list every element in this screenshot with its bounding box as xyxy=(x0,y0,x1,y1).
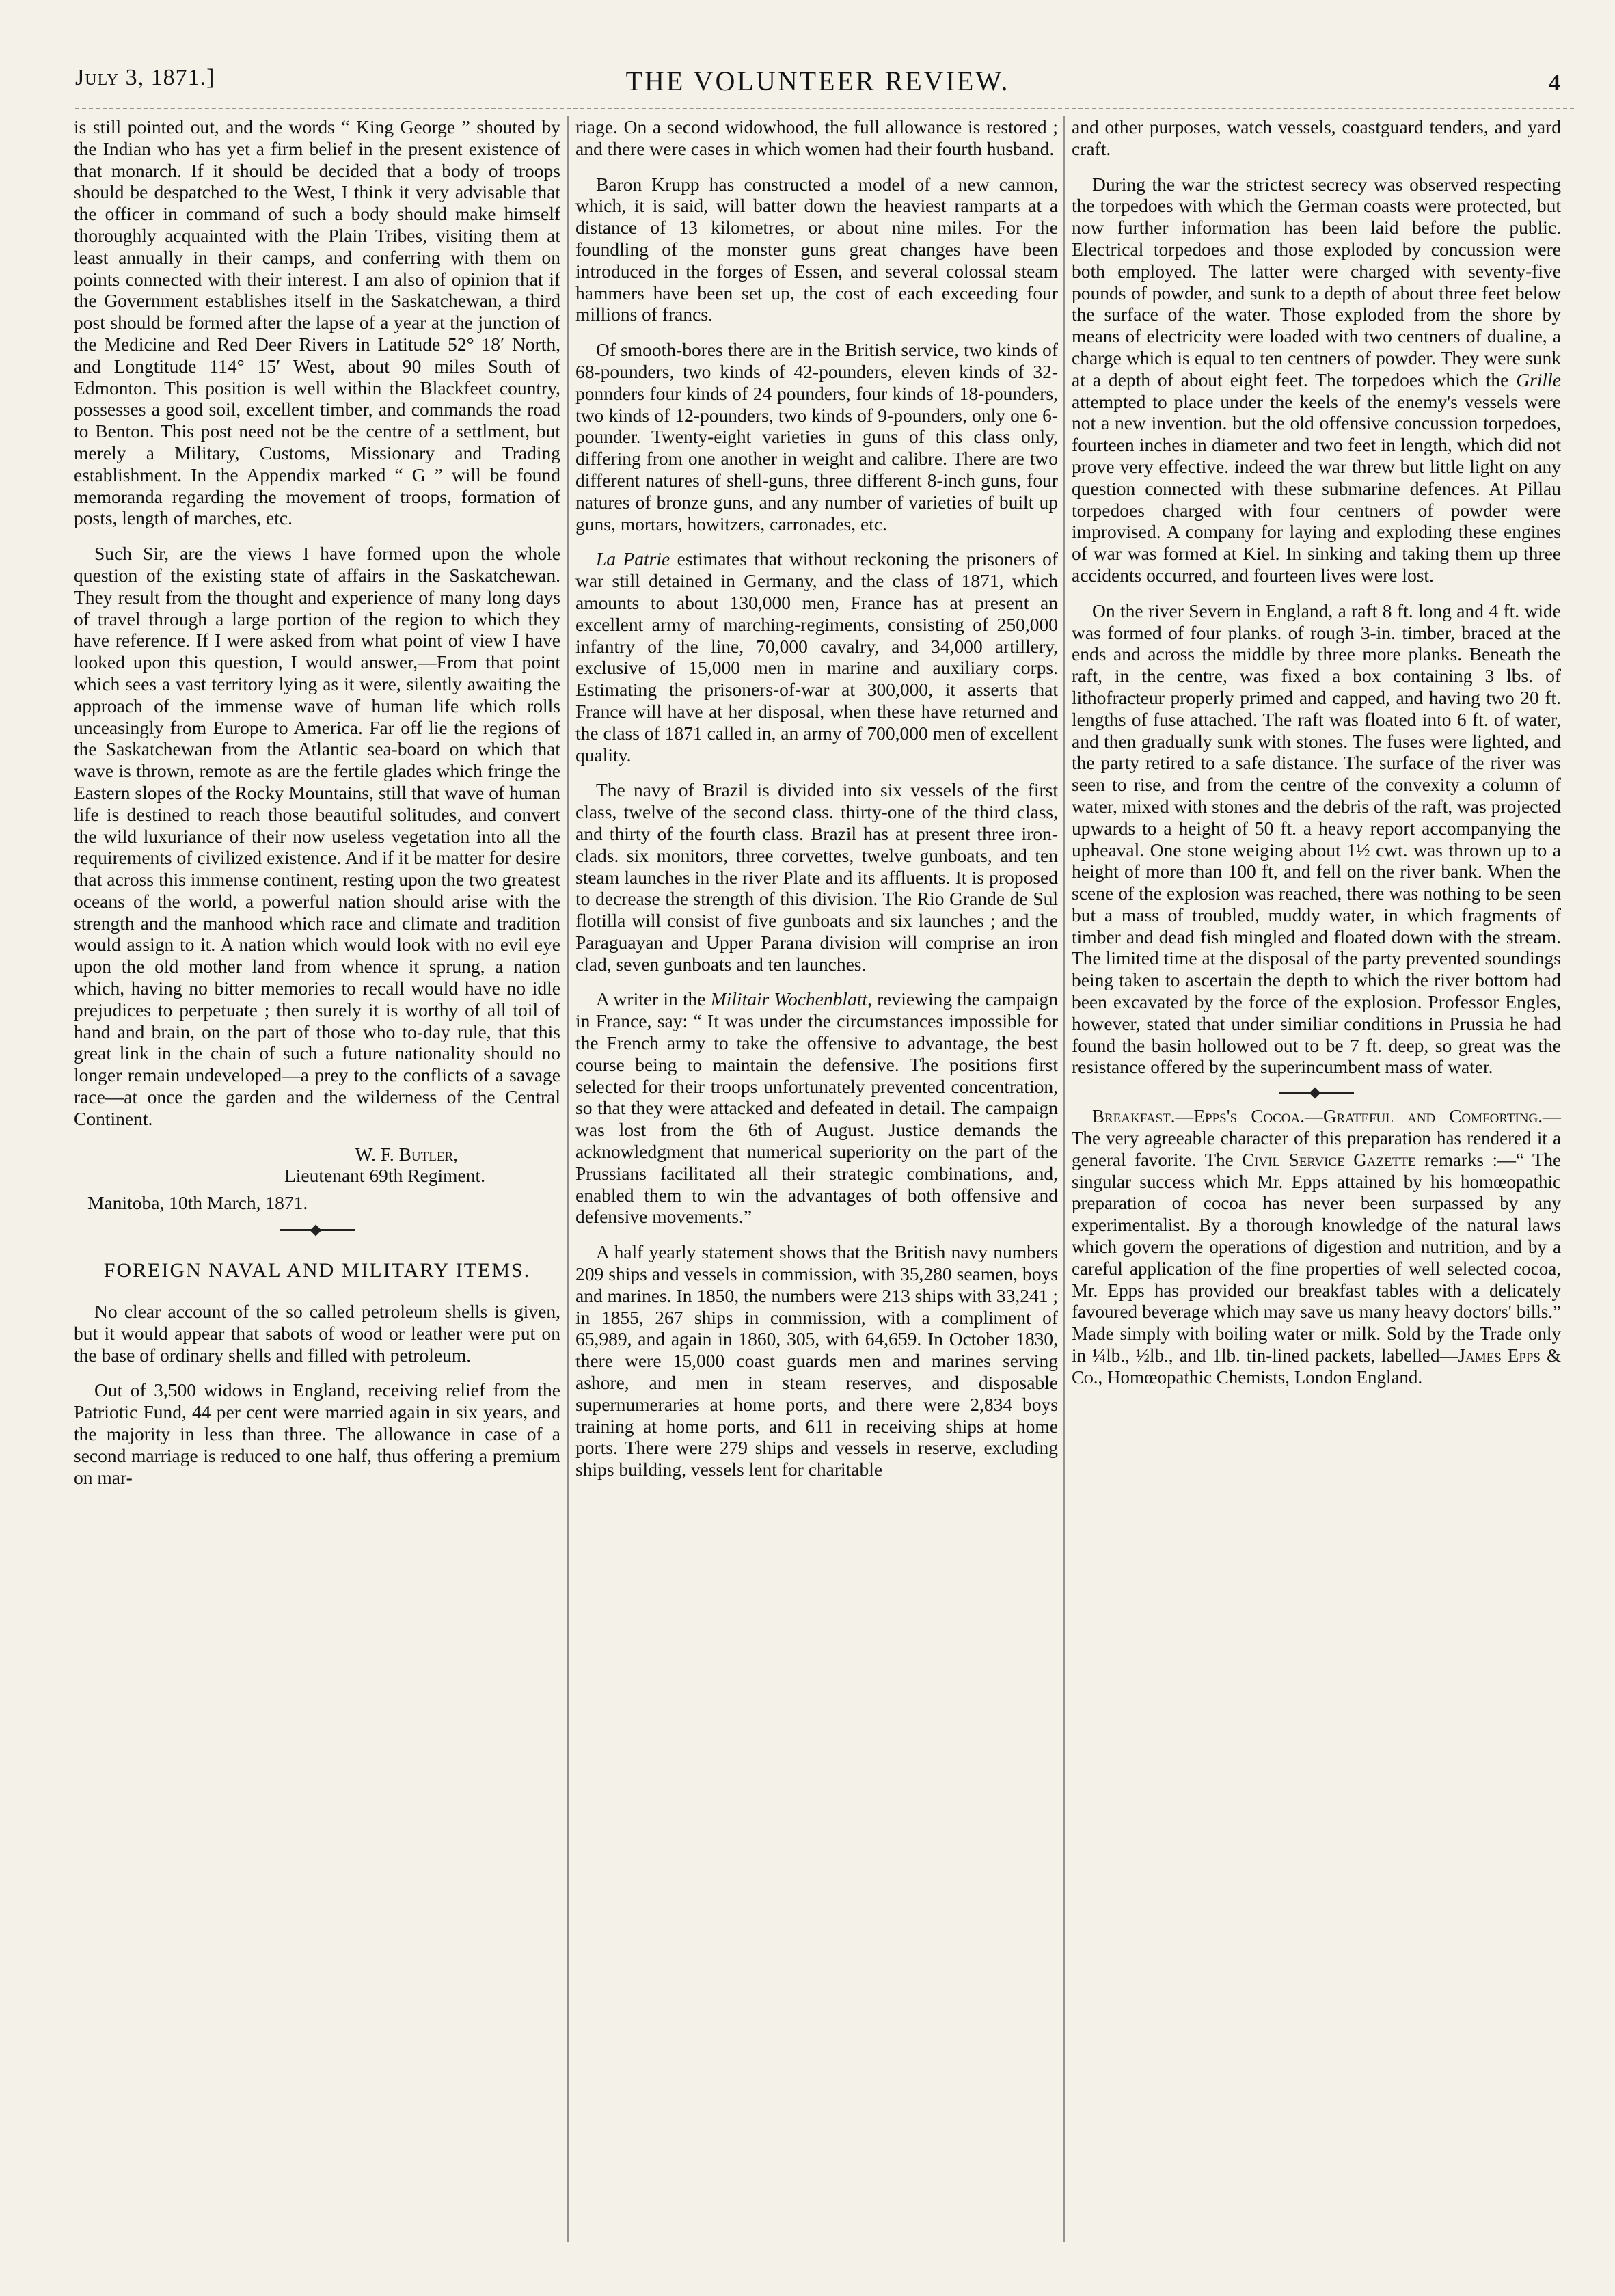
article-paragraph: Of smooth-bores there are in the British service, two kinds of 68-pounders, two kinds of 42-pounders, eleven kinds of 32-ponnders four kinds of 24 pounders, four kinds of 18-pounders, two kinds of 12-pounders, two kinds of 9-pounders, only one 6-pounder. Twenty-eight varieties in guns of this class only, differing from one another in weight and calibre. There are two different natures of shell-guns, three different 8-inch guns, four natures of bronze guns, and any number of varieties of built up guns, mortars, howitzers, carronades, etc. xyxy=(575,339,1058,535)
paragraph-text: estimates that without reckoning the prisoners of war still detained in Germany, and the class of 1871, which amounts to about 130,000 men, France has at present an excellent army of marching-regiments, consisting of 250,000 infantry of the line, 70,000 cavalry, and 34,000 artillery, exclusive of 15,000 men in marine and auxiliary corps. Estimating the prisoners-of-war at 300,000, it asserts that France will have at her disposal, when these have returned and the class of 1871 called in, an army of 700,000 men of excellent quality. xyxy=(575,548,1058,766)
article-paragraph: Out of 3,500 widows in England, receiving relief from the Patriotic Fund, 44 per cent were married again in six years, and the majority in less than three. The allowance in case of a second marriage is reduced to one half, thus offering a premium on mar- xyxy=(74,1379,560,1488)
column-3 xyxy=(1072,116,1561,2242)
periodical-title: Militair Wochenblatt, xyxy=(710,988,872,1010)
paragraph-text: A writer in the xyxy=(596,988,711,1010)
section-heading: FOREIGN NAVAL AND MILITARY ITEMS. xyxy=(103,1259,531,1282)
advertisement xyxy=(1072,1106,1561,1388)
article-paragraph: Baron Krupp has constructed a model of a new cannon, which, it is said, will batter down the heaviest ramparts at a distance of 13 kilometres, or about nine miles. For the foundling of the monster guns great changes have been introduced in the forges of Essen, and several colossal steam hammers have been set up, the cost of each exceeding four millions of francs. xyxy=(575,173,1058,325)
periodical-title: La Patrie xyxy=(596,548,670,570)
ad-lead: Breakfast.—Epps's Cocoa.—Grateful and Comforting. xyxy=(1092,1106,1543,1127)
separator-ornament xyxy=(1279,1092,1354,1094)
page-header xyxy=(75,65,1560,106)
ship-name: Grille xyxy=(1516,368,1561,390)
column-rule xyxy=(567,116,569,2242)
publication-title: THE VOLUNTEER REVIEW. xyxy=(625,66,1010,96)
signature-name: W. F. Butler, xyxy=(355,1143,458,1165)
ad-text: —The very agreeable character of this preparation has rendered it a general favorite. The xyxy=(1072,1106,1561,1170)
article-paragraph: and other purposes, watch vessels, coastguard tenders, and yard craft. xyxy=(1072,116,1561,159)
paragraph-text: attempted to place under the keels of the enemy's vessels were not a new invention. but the old offensive concussion torpedoes, fourteen inches in diameter and two feet in length, which did not prove very effective. indeed the war threw but little light on any question connected with these submarine defences. At Pillau torpedoes charged with four centners of powder were improvised. A company for laying and exploding these engines of war was formed at Kiel. In sinking and taking them up three accidents occurred, and fourteen lives were lost. xyxy=(1072,390,1561,586)
article-paragraph: A half yearly statement shows that the British navy numbers 209 ships and vessels in commission, with 35,280 seamen, boys and marines. In 1850, the numbers were 213 ships with 33,241 ; in 1855, 267 ships in commission, with a compliment of 65,989, and again in 1860, 305, with 64,659. In October 1830, there were 15,000 coast guards men and marines serving ashore, and men in steam reserves, and disposable supernumeraries at home ports, and there were 2,834 boys training at home ports, and 611 in receiving ships at home ports. There were 279 ships and vessels in reserve, excluding ships building, vessels lent for charitable xyxy=(575,1241,1058,1481)
page-number: 4 xyxy=(1549,70,1560,96)
issue-date: July 3, 1871.] xyxy=(75,65,215,90)
ad-text: Homœopathic Chemists, London England. xyxy=(1102,1366,1423,1388)
article-paragraph: Such Sir, are the views I have formed upon the whole question of the existing state of affairs in the Saskatchewan. They result from the thought and experience of many long days of travel through a large portion of the region to which they have reference. If I were asked from what point of view I have looked upon this question, I would answer,—From that point which sees a vast territory lying as it were, silently awaiting the approach of the immense wave of human life which rolls unceasingly from Europe to America. Far off lie the regions of the Saskatchewan from the Atlantic sea-board on which that wave is thrown, remote as are the fertile glades which fringe the Eastern slopes of the Rocky Mountains, still that wave of human life is destined to reach those beautiful solitudes, and convert the wild luxuriance of their now useless vegetation into all the requirements of civilized existence. And if it be matter for desire that across this immense continent, resting upon the two greatest oceans of the world, a powerful nation should arise with the strength and the manhood which race and climate and tradition would assign to it. A nation which would look with no evil eye upon the old mother land from whence it sprung, a nation which, having no bitter memories to recall would have no idle prejudices to perpetuate ; then surely it is worthy of all toil of hand and brain, on the part of those who to-day rule, that this great link in the chain of such a future nationality should no longer remain undeveloped—a prey to the conflicts of a savage race—at once the garden and the wilderness of the Central Continent. xyxy=(74,543,560,1129)
article-paragraph xyxy=(575,988,1058,1228)
column-1 xyxy=(74,116,560,2242)
firm-name: James Epps & Co., xyxy=(1072,1345,1561,1388)
column-rule xyxy=(1063,116,1065,2242)
dateline: Manitoba, 10th March, 1871. xyxy=(87,1192,308,1214)
header-rule xyxy=(75,108,1574,109)
separator-ornament xyxy=(280,1229,355,1231)
article-paragraph xyxy=(1072,174,1561,586)
article-paragraph: On the river Severn in England, a raft 8 ft. long and 4 ft. wide was formed of four planks. of rough 3-in. timber, braced at the ends and across the middle by three more planks. Beneath the raft, in the centre, was fixed a box containing 3 lbs. of lithofracteur properly primed and capped, and having two 20 ft. lengths of fuse attached. The raft was floated into 6 ft. of water, and then gradually sunk with stones. The fuses were lighted, and the party retired to a safe distance. The surface of the river was seen to rise, and from the centre of the convexity a column of water, mixed with stones and the debris of the raft, was projected upwards to a height of 50 ft. a heavy report accompanying the upheaval. One stone weiging about 1½ cwt. was thrown up to a height of more than 100 ft, and fell on the river bank. When the scene of the explosion was reached, there was nothing to be seen but a mass of troubled, muddy water, in which fragments of timber and dead fish mingled and floated down with the stream. The limited time at the disposal of the party prevented soundings being taken to ascertain the depth to which the river bottom had been excavated by the force of the explosion. Professor Engles, however, stated that under similiar conditions in Prussia he had found the basin hollowed out to be 7 ft. deep, so great was the resistance offered by the superincumbent mass of water. xyxy=(1072,599,1561,1078)
article-paragraph: is still pointed out, and the words “ King George ” shouted by the Indian who has yet a firm belief in the present existence of that monarch. If it should be decided that a body of troops should be despatched to the West, I think it very advisable that the officer in command of such a body should make himself thoroughly acquainted with the Plain Tribes, visiting them at least annually in their camps, and conferring with them on points connected with their interest. I am also of opinion that if the Government establishes itself in the Saskatchewan, a third post should be formed after the lapse of a year at the junction of the Medicine and Red Deer Rivers in Latitude 52° 18′ North, and Longtitude 114° 15′ West, about 90 miles South of Edmonton. This position is well within the Blackfeet country, possesses a good soil, excellent timber, and commands the road to Benton. This post need not be the centre of a settlment, but merely a Military, Customs, Missionary and Trading establishment. In the Appendix marked “ G ” will be found memoranda regarding the movement of troops, formation of posts, length of marches, etc. xyxy=(74,116,560,529)
article-paragraph: The navy of Brazil is divided into six vessels of the first class, twelve of the second class. thirty-one of the third class, and thirty of the fourth class. Brazil has at present three iron-clads. six monitors, three corvettes, twelve gunboats, and ten steam launches in the river Plate and its affluents. It is proposed to decrease the strength of this division. The Rio Grande de Sul flotilla will consist of five gunboats and six launches ; and the Paraguayan and Upper Parana division will comprise an iron clad, seven gunboats and ten launches. xyxy=(575,779,1058,975)
publication-name: Civil Service Gazette xyxy=(1242,1149,1416,1170)
signature-rank: Lieutenant 69th Regiment. xyxy=(284,1165,485,1187)
paragraph-text: reviewing the campaign in France, say: “ It was under the circumstances impossible for the French army to take the offensive to advantage, the best course being to maintain the defensive. The positions first selected for their troops unfortunately prevented concentration, so that they were attacked and defeated in detail. The campaign was lost from the 6th of August. Justice demands the acknowledgment that numerical superiority on the part of the Prussians facilitated all their strategic combinations, and, enabled them to win the advantages of both offensive and defensive movements.” xyxy=(575,988,1058,1228)
article-paragraph: No clear account of the so called petroleum shells is given, but it would appear that sabots of wood or leather were put on the base of ordinary shells and filled with petroleum. xyxy=(74,1301,560,1366)
ad-text: remarks :—“ The singular success which Mr. Epps attained by his homœopathic preparation of cocoa has never been surpassed by any experimentalist. By a thorough knowledge of the natural laws which govern the operations of digestion and nutrition, and by a careful application of the fine properties of well selected cocoa, Mr. Epps has provided our breakfast tables with a delicately favoured beverage which may save us many heavy doctors' bills.” Made simply with boiling water or milk. Sold by the Trade only in ¼lb., ½lb., and 1lb. tin-lined packets, labelled— xyxy=(1072,1149,1561,1366)
paragraph-text: During the war the strictest secrecy was observed respecting the torpedoes with which the German coasts were protected, but now further information has been laid before the public. Electrical torpedoes and those exploded by concussion were both employed. The latter were charged with seventy-five pounds of powder, and sunk to a depth of about three feet below the surface of the water. Those exploded from the shore by means of electricity were loaded with two centners of dualine, a charge which is equal to ten centners of powder. They were sunk at a depth of about eight feet. The torpedoes which the xyxy=(1072,173,1561,390)
signature-block xyxy=(74,1144,560,1187)
column-2 xyxy=(575,116,1058,2242)
article-paragraph: riage. On a second widowhood, the full allowance is restored ; and there were cases in which women had their fourth husband. xyxy=(575,116,1058,159)
article-paragraph xyxy=(575,548,1058,766)
